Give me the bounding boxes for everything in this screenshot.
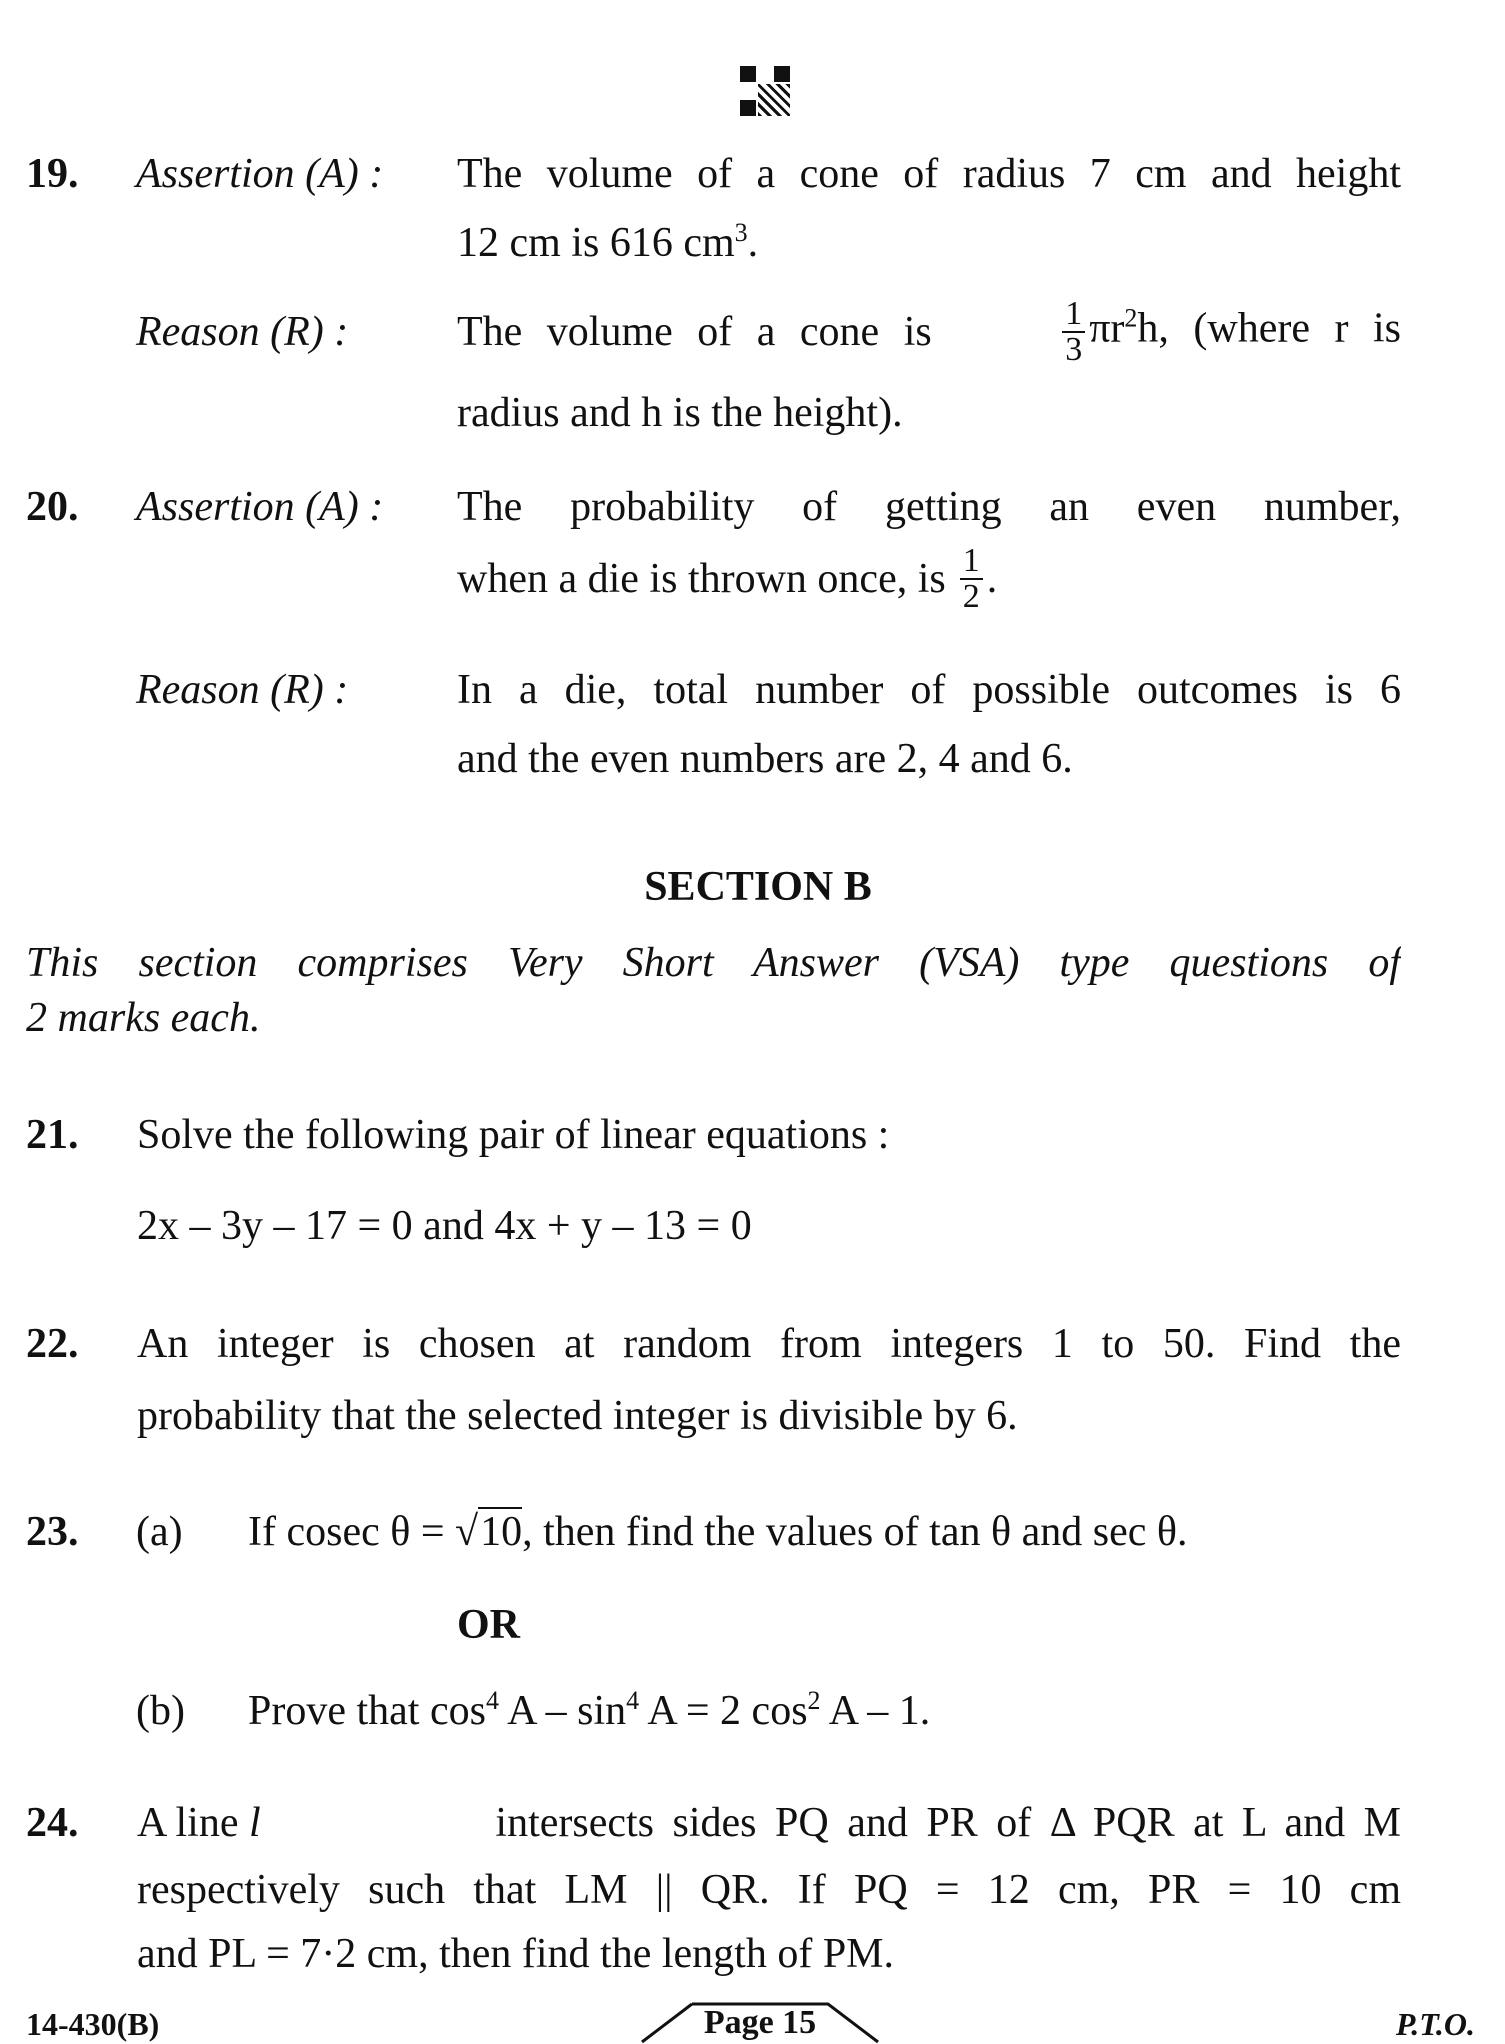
text: A – sin — [498, 1688, 627, 1734]
question-number: 19. — [26, 151, 79, 197]
numerator: 1 — [960, 544, 983, 580]
fraction — [1062, 297, 1085, 367]
or-separator: OR — [457, 1602, 520, 1648]
option-label: (b) — [136, 1688, 185, 1734]
superscript: 2 — [1124, 303, 1138, 333]
text: intersects sides PQ and PR of Δ PQR at L and M — [495, 1800, 1401, 1846]
text: . — [986, 556, 998, 602]
question-text: probability that the selected integer is divisible by 6. — [137, 1393, 1018, 1439]
page-number-badge — [640, 2002, 880, 2044]
reason-label: Reason (R) : — [136, 667, 349, 713]
question-number: 20. — [26, 484, 79, 530]
qr-code — [740, 66, 790, 116]
reason-label: Reason (R) : — [136, 309, 349, 355]
text: . — [747, 220, 759, 266]
question-number: 23. — [26, 1509, 79, 1555]
assertion-text: The volume of a cone of radius 7 cm and height — [457, 151, 1401, 197]
text: , then find the values of tan θ and sec θ. — [522, 1509, 1188, 1555]
question-text — [248, 1686, 930, 1736]
assertion-text: The probability of getting an even number, — [457, 484, 1401, 530]
option-label: (a) — [136, 1509, 183, 1555]
reason-text: radius and h is the height). — [457, 390, 903, 436]
question-text — [137, 1798, 1401, 1848]
question-text: If cosec θ = √10, then find the values of tan θ and sec θ. — [248, 1509, 1188, 1555]
question-number: 22. — [26, 1321, 79, 1367]
text: when a die is thrown once, is — [457, 556, 946, 602]
formula — [1058, 297, 1401, 367]
section-description: 2 marks each. — [26, 995, 261, 1041]
text: The volume of a cone is — [457, 309, 932, 355]
denominator: 2 — [962, 578, 980, 615]
reason-text: In a die, total number of possible outcomes is 6 — [457, 667, 1401, 713]
question-text: respectively such that LM || QR. If PQ = 12 cm, PR = 10 cm — [137, 1867, 1401, 1913]
text: πr — [1089, 305, 1125, 352]
text: 12 cm is 616 cm — [457, 220, 735, 266]
question-text: and PL = 7·2 cm, then find the length of PM. — [137, 1931, 895, 1977]
variable: l — [249, 1800, 261, 1846]
question-number: 24. — [26, 1800, 79, 1846]
question-text: Solve the following pair of linear equations : — [137, 1112, 890, 1158]
pto-label: P.T.O. — [1395, 2006, 1475, 2042]
equation: 2x – 3y – 17 = 0 and 4x + y – 13 = 0 — [137, 1203, 752, 1249]
assertion-text — [457, 542, 998, 615]
superscript: 2 — [807, 1686, 821, 1715]
superscript: 4 — [485, 1686, 499, 1715]
numerator: 1 — [1062, 297, 1085, 333]
section-description: This section comprises Very Short Answer (VSA) type questions of — [26, 940, 1401, 986]
fraction — [960, 544, 983, 614]
sqrt-value: 10 — [480, 1509, 523, 1555]
superscript: 4 — [626, 1686, 640, 1715]
question-text: An integer is chosen at random from integers 1 to 50. Find the — [137, 1321, 1401, 1367]
assertion-text — [457, 218, 758, 268]
text: A – 1. — [820, 1688, 931, 1734]
assertion-label: Assertion (A) : — [136, 151, 384, 197]
denominator: 3 — [1065, 331, 1083, 368]
text: h, (where r is — [1137, 305, 1401, 352]
assertion-label: Assertion (A) : — [136, 484, 384, 530]
text: If cosec θ = — [248, 1509, 445, 1555]
reason-text — [457, 295, 1401, 368]
text: A line — [137, 1800, 249, 1846]
page-number: Page 15 — [703, 2004, 817, 2041]
superscript: 3 — [734, 218, 748, 247]
reason-text: and the even numbers are 2, 4 and 6. — [457, 736, 1073, 782]
paper-code: 14-430(B) — [26, 2006, 160, 2042]
question-number: 21. — [26, 1112, 79, 1158]
text: A = 2 cos — [639, 1688, 808, 1734]
section-title: SECTION B — [644, 864, 872, 910]
text: Prove that cos — [248, 1688, 486, 1734]
text — [137, 1798, 261, 1848]
